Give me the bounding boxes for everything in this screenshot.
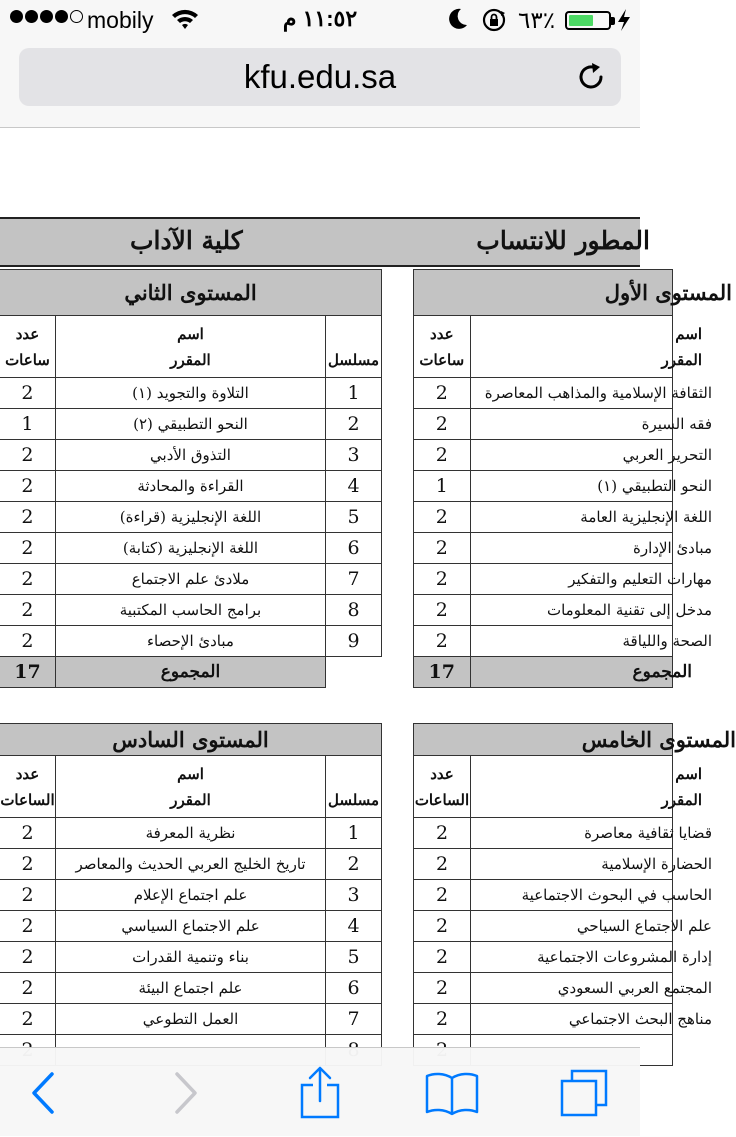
credit-hours: 2 (0, 440, 55, 471)
course-name-text: التحرير العربي (622, 446, 712, 464)
charging-bolt-icon (616, 8, 632, 32)
credit-hours: 2 (414, 378, 471, 409)
course-name: التلاوة والتجويد (١) (55, 378, 325, 409)
course-name: علم اجتماع البيئة (55, 973, 325, 1004)
program-title: المطور للانتساب (476, 226, 650, 255)
course-name (470, 595, 712, 626)
credit-hours: 2 (414, 409, 471, 440)
course-name: اللغة الإنجليزية (قراءة) (55, 502, 325, 533)
credit-hours: 2 (0, 911, 55, 942)
course-name-text: علم الاجتماع السياحي (576, 917, 712, 935)
course-name (470, 378, 712, 409)
faculty-title: كلية الآداب (130, 226, 243, 255)
course-name-column-header: اسم المقرر (470, 316, 672, 378)
course-name: بناء وتنمية القدرات (55, 942, 325, 973)
credit-hours: 2 (0, 533, 55, 564)
web-page[interactable] (0, 129, 736, 1047)
level-5-title: المستوى الخامس (414, 724, 673, 756)
credit-hours: 2 (414, 880, 471, 911)
serial-number: 4 (326, 471, 382, 502)
total-label: المجموع (55, 657, 325, 688)
clock: ١١:٥٢ م (282, 6, 358, 31)
level-1-total-row (414, 657, 673, 688)
course-name (470, 626, 712, 657)
credit-hours: 1 (0, 409, 55, 440)
course-name: علم الاجتماع السياسي (55, 911, 325, 942)
address-bar-area (0, 40, 640, 128)
course-name: ملادئ علم الاجتماع (55, 564, 325, 595)
course-name (470, 409, 712, 440)
course-name-column-header: اسم المقرر (55, 316, 325, 378)
course-name (470, 533, 712, 564)
bookmarks-button[interactable] (412, 1048, 492, 1137)
serial-number: 5 (326, 502, 382, 533)
course-name (470, 849, 712, 880)
serial-number: 5 (326, 942, 382, 973)
credit-hours: 2 (0, 973, 55, 1004)
course-name (470, 502, 712, 533)
back-button[interactable] (3, 1048, 83, 1137)
course-name: نظرية المعرفة (55, 818, 325, 849)
battery-icon (565, 11, 611, 30)
course-name-text: إدارة المشروعات الاجتماعية (537, 948, 712, 966)
credit-hours: 2 (414, 502, 471, 533)
credit-hours: 2 (0, 818, 55, 849)
level-5-table (413, 723, 736, 1066)
course-name (470, 440, 712, 471)
table-row (414, 1004, 673, 1035)
table-row (414, 502, 673, 533)
table-row (414, 471, 673, 502)
course-name-text: مناهج البحث الاجتماعي (568, 1010, 712, 1028)
serial-number: 2 (326, 409, 382, 440)
credit-hours: 2 (0, 595, 55, 626)
total-hours: 17 (0, 657, 55, 688)
table-row (414, 973, 673, 1004)
course-name-text: الحاسب في البحوث الاجتماعية (521, 886, 712, 904)
browser-toolbar (0, 1047, 640, 1136)
table-row (0, 595, 382, 626)
share-icon[interactable] (298, 1065, 342, 1121)
course-name-text: الثقافة الإسلامية والمذاهب المعاصرة (484, 384, 712, 402)
battery-percentage: ٪٦٣ (518, 7, 556, 33)
course-name (470, 911, 712, 942)
course-name (470, 1004, 712, 1035)
credit-hours: 2 (0, 502, 55, 533)
level-2-table (0, 269, 382, 688)
credit-hours: 2 (0, 626, 55, 657)
reload-icon[interactable] (575, 61, 607, 93)
level-1-title: المستوى الأول (414, 270, 673, 316)
course-name (470, 942, 712, 973)
credit-hours: 2 (0, 471, 55, 502)
chevron-left-icon[interactable] (28, 1071, 58, 1115)
course-name: القراءة والمحادثة (55, 471, 325, 502)
course-name-text: مدخل إلى تقنية المعلومات (546, 601, 712, 619)
course-name-column-header: اسم المقرر (470, 756, 672, 818)
serial-number: 3 (326, 440, 382, 471)
table-row (0, 502, 382, 533)
course-name-text: الصحة واللياقة (622, 632, 712, 650)
url-text[interactable]: kfu.edu.sa (243, 58, 397, 95)
course-name-text: النحو التطبيقي (١) (597, 477, 712, 495)
course-name-text: مهارات التعليم والتفكير (568, 570, 712, 588)
serial-number: 4 (326, 911, 382, 942)
table-row (0, 911, 382, 942)
level-2-title: المستوى الثاني (0, 270, 382, 316)
table-row (0, 409, 382, 440)
credit-hours: 2 (0, 942, 55, 973)
credit-hours: 2 (0, 849, 55, 880)
serial-number: 6 (326, 973, 382, 1004)
credit-hours: 2 (414, 533, 471, 564)
credit-hours: 2 (414, 942, 471, 973)
table-row (0, 533, 382, 564)
level-6-title: المستوى السادس (0, 724, 382, 756)
table-row (0, 378, 382, 409)
course-name: العمل التطوعي (55, 1004, 325, 1035)
table-row (0, 564, 382, 595)
course-name (470, 880, 712, 911)
course-name-text: فقه السيرة (641, 415, 712, 433)
table-row (0, 942, 382, 973)
total-label: المجموع (470, 657, 672, 688)
credit-hours: 2 (0, 564, 55, 595)
course-name-text: الحضارة الإسلامية (601, 855, 712, 873)
table-row (0, 626, 382, 657)
table-row (414, 564, 673, 595)
course-name-text: قضايا ثقافية معاصرة (584, 824, 712, 842)
level-2-total-row (0, 657, 382, 688)
serial-number: 1 (326, 378, 382, 409)
course-name: النحو التطبيقي (٢) (55, 409, 325, 440)
table-row (0, 973, 382, 1004)
course-name (470, 818, 712, 849)
serial-number: 1 (326, 818, 382, 849)
table-row (414, 849, 673, 880)
credit-hours: 2 (414, 911, 471, 942)
book-icon[interactable] (424, 1070, 480, 1116)
moon-icon (447, 7, 469, 31)
credit-hours: 2 (414, 849, 471, 880)
course-name: التذوق الأدبي (55, 440, 325, 471)
total-hours: 17 (414, 657, 471, 688)
serial-number: 2 (326, 849, 382, 880)
hours-column-header: عدد ساعات (0, 316, 55, 378)
level-6-table (0, 723, 382, 1066)
credit-hours: 2 (414, 1004, 471, 1035)
serial-number: 9 (326, 626, 382, 657)
chevron-right-icon[interactable] (171, 1071, 201, 1115)
tabs-button[interactable] (544, 1048, 624, 1137)
credit-hours: 2 (414, 626, 471, 657)
course-name (470, 471, 712, 502)
course-name: تاريخ الخليج العربي الحديث والمعاصر (55, 849, 325, 880)
table-row (414, 626, 673, 657)
course-name: مبادئ الإحصاء (55, 626, 325, 657)
credit-hours: 2 (414, 818, 471, 849)
table-row (414, 595, 673, 626)
course-name: علم اجتماع الإعلام (55, 880, 325, 911)
course-name: اللغة الإنجليزية (كتابة) (55, 533, 325, 564)
share-button[interactable] (280, 1048, 360, 1137)
address-bar[interactable] (19, 48, 621, 106)
forward-button[interactable] (146, 1048, 226, 1137)
course-name-column-header: اسم المقرر (55, 756, 325, 818)
course-name-text: مبادئ الإدارة (633, 539, 712, 557)
serial-column-header: مسلسل (326, 756, 382, 818)
table-row (0, 880, 382, 911)
faculty-header (0, 217, 650, 267)
table-row (414, 818, 673, 849)
status-bar (0, 0, 640, 40)
table-row (0, 818, 382, 849)
course-name: برامج الحاسب المكتبية (55, 595, 325, 626)
carrier-name: mobily (87, 7, 154, 33)
hours-column-header: عدد الساعات (0, 756, 55, 818)
tabs-icon[interactable] (558, 1067, 610, 1119)
serial-column-header: مسلسل (326, 316, 382, 378)
credit-hours: 2 (414, 564, 471, 595)
credit-hours: 1 (414, 471, 471, 502)
course-name (470, 564, 712, 595)
table-row (0, 471, 382, 502)
hours-column-header: عدد الساعات (414, 756, 471, 818)
table-row (414, 911, 673, 942)
hours-column-header: عدد ساعات (414, 316, 471, 378)
serial-number: 7 (326, 1004, 382, 1035)
serial-number: 7 (326, 564, 382, 595)
table-row (0, 440, 382, 471)
table-row (414, 533, 673, 564)
course-name (470, 973, 712, 1004)
table-row (414, 880, 673, 911)
table-row (414, 440, 673, 471)
course-name-text: اللغة الإنجليزية العامة (580, 508, 712, 526)
level-1-table (413, 269, 732, 688)
battery-level-fill (569, 15, 593, 26)
table-row (0, 1004, 382, 1035)
credit-hours: 2 (0, 378, 55, 409)
credit-hours: 2 (0, 880, 55, 911)
credit-hours: 2 (414, 973, 471, 1004)
rotation-lock-icon (481, 7, 507, 33)
table-row (414, 378, 673, 409)
table-row (0, 849, 382, 880)
serial-number: 6 (326, 533, 382, 564)
serial-number: 8 (326, 595, 382, 626)
credit-hours: 2 (0, 1004, 55, 1035)
credit-hours: 2 (414, 595, 471, 626)
credit-hours: 2 (414, 440, 471, 471)
table-row (414, 942, 673, 973)
table-row (414, 409, 673, 440)
serial-number: 3 (326, 880, 382, 911)
course-name-text: المجتمع العربي السعودي (557, 979, 712, 997)
